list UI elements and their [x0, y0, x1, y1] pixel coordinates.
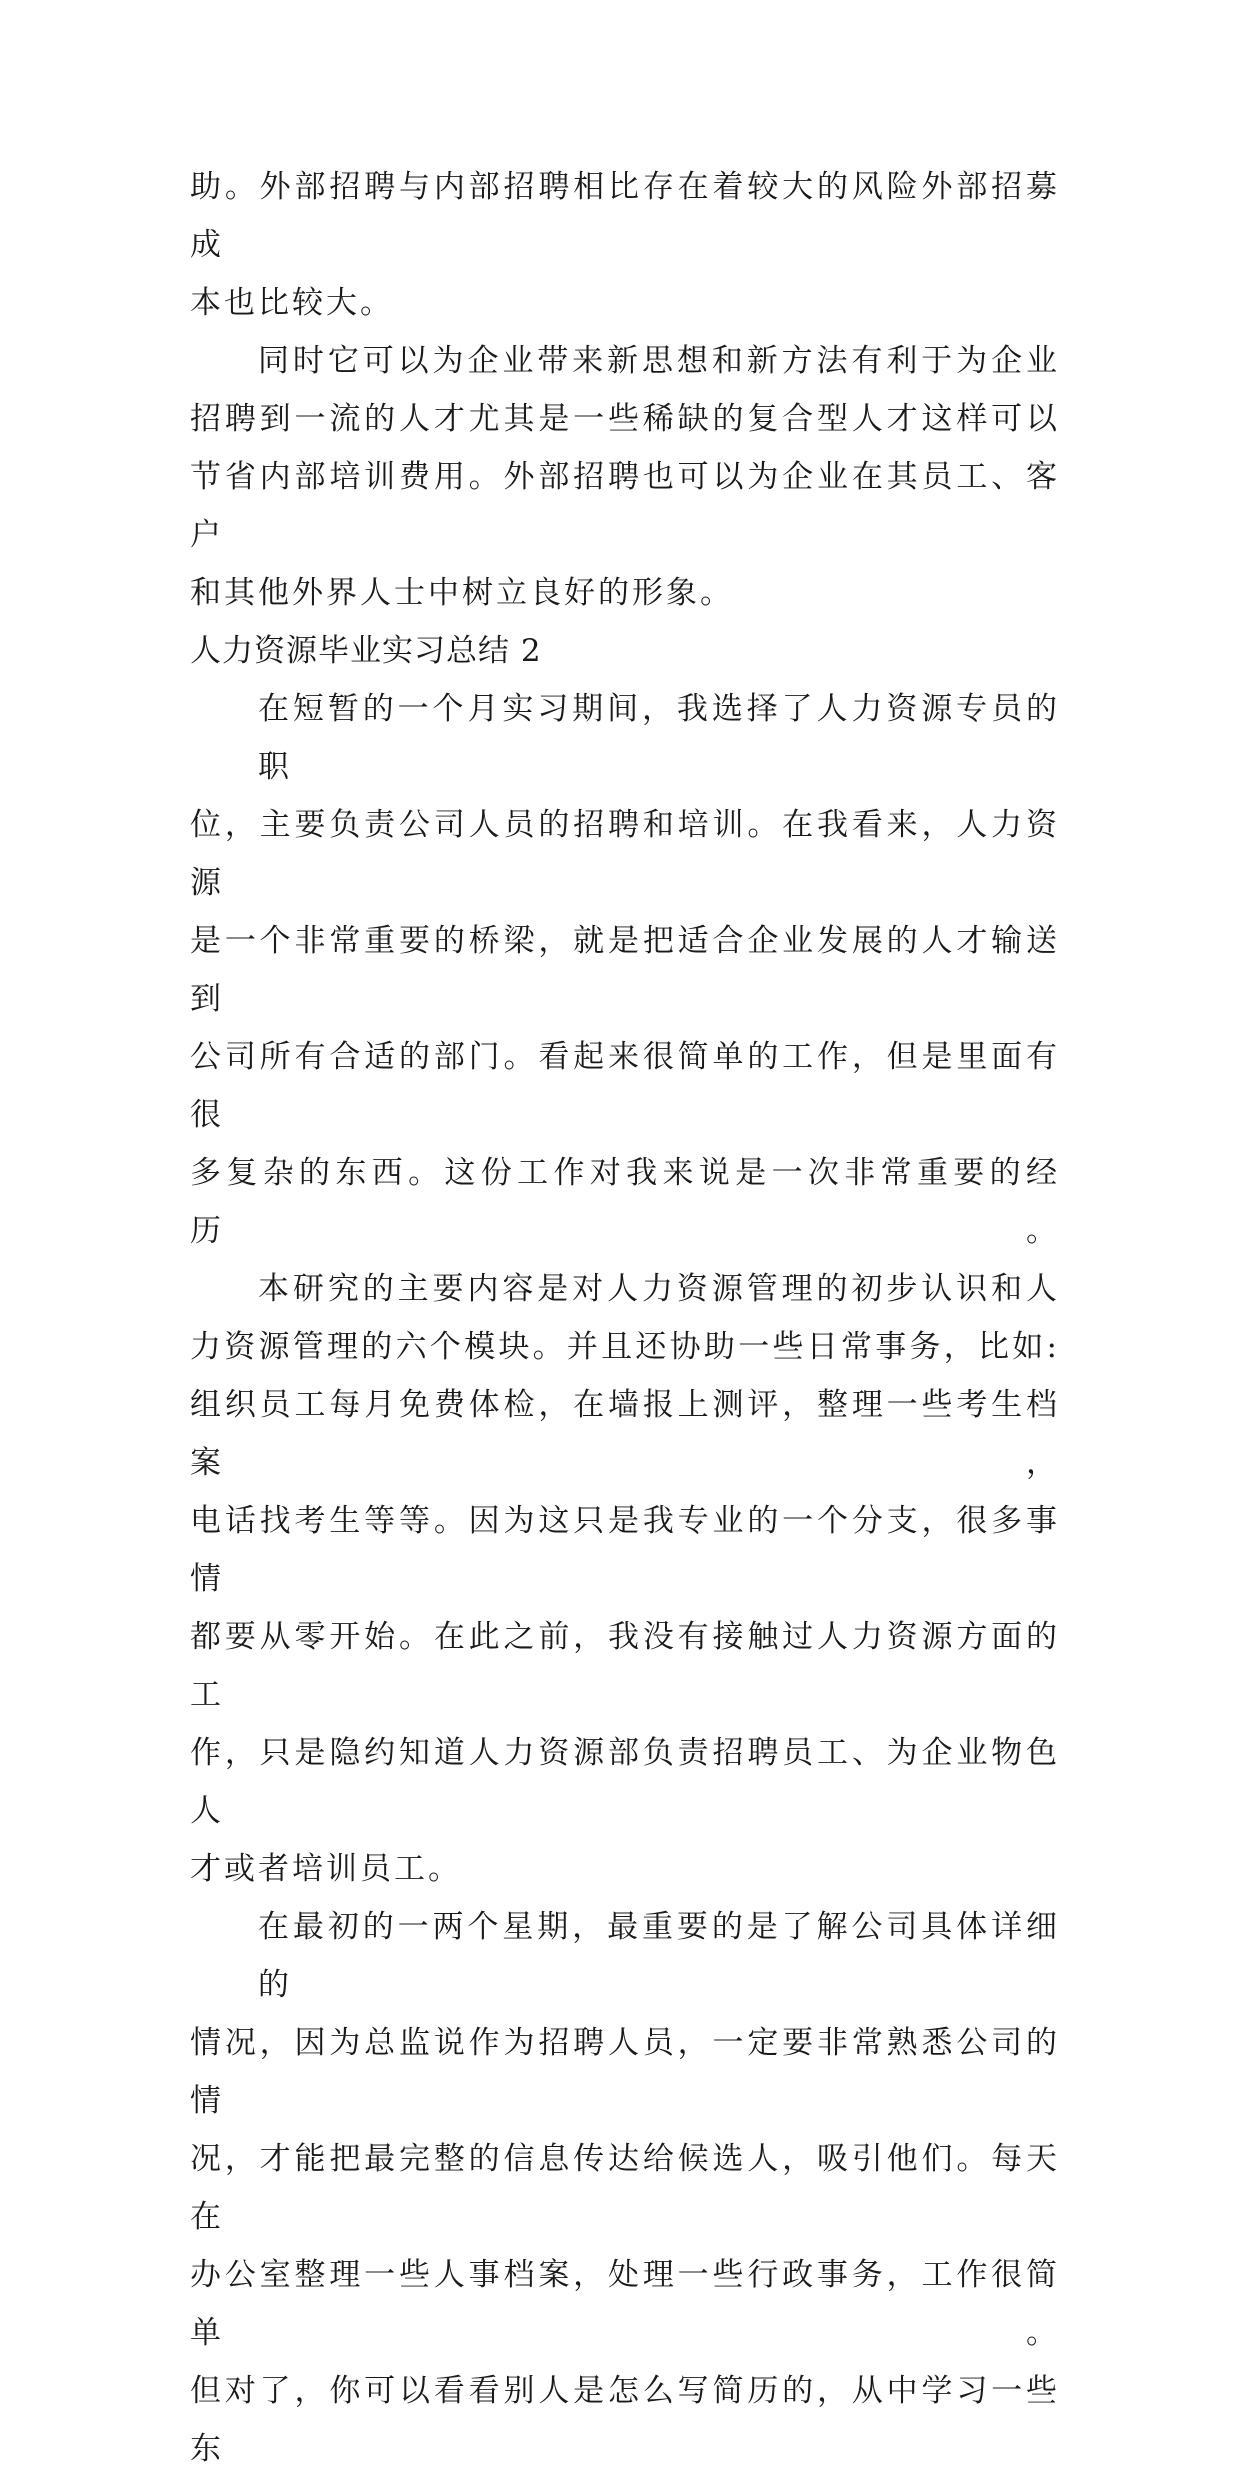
- paragraph-line: 电话找考生等等。因为这只是我专业的一个分支，很多事情: [190, 1503, 1060, 1597]
- paragraph-1: [190, 158, 1060, 332]
- paragraph-line: 同时它可以为企业带来新思想和新方法有利于为企业: [258, 343, 1060, 379]
- paragraph-line: 才或者培训员工。: [190, 1851, 462, 1887]
- paragraph-line: 情况，因为总监说作为招聘人员，一定要非常熟悉公司的情: [190, 2025, 1060, 2119]
- paragraph-4: [190, 1260, 1060, 1898]
- paragraph-line: 公司所有合适的部门。看起来很简单的工作，但是里面有很: [190, 1039, 1060, 1133]
- paragraph-line: 是一个非常重要的桥梁，就是把适合企业发展的人才输送到: [190, 923, 1060, 1017]
- paragraph-line: 招聘到一流的人才尤其是一些稀缺的复合型人才这样可以: [190, 401, 1060, 437]
- document-body: [190, 158, 1060, 2478]
- paragraph-line: 本也比较大。: [190, 285, 394, 321]
- paragraph-line: 本研究的主要内容是对人力资源管理的初步认识和人: [258, 1271, 1060, 1307]
- paragraph-line: 但对了，你可以看看别人是怎么写简历的，从中学习一些东: [190, 2373, 1060, 2467]
- paragraph-line: 节省内部培训费用。外部招聘也可以为企业在其员工、客户: [190, 459, 1060, 553]
- paragraph-line: 组织员工每月免费体检，在墙报上测评，整理一些考生档案，: [190, 1387, 1060, 1481]
- paragraph-line: 位，主要负责公司人员的招聘和培训。在我看来，人力资源: [190, 807, 1060, 901]
- paragraph-line: 都要从零开始。在此之前，我没有接触过人力资源方面的工: [190, 1619, 1060, 1713]
- paragraph-line: 作，只是隐约知道人力资源部负责招聘员工、为企业物色人: [190, 1735, 1060, 1829]
- paragraph-line: 在最初的一两个星期，最重要的是了解公司具体详细的: [258, 1909, 1060, 2003]
- section-heading: 人力资源毕业实习总结 2: [190, 633, 542, 669]
- paragraph-line: 况，才能把最完整的信息传达给候选人，吸引他们。每天在: [190, 2141, 1060, 2235]
- paragraph-5: [190, 1898, 1060, 2478]
- paragraph-line: 办公室整理一些人事档案，处理一些行政事务，工作很简单。: [190, 2257, 1060, 2351]
- paragraph-line: 和其他外界人士中树立良好的形象。: [190, 575, 734, 611]
- paragraph-line: 力资源管理的六个模块。并且还协助一些日常事务，比如:: [190, 1329, 1060, 1365]
- paragraph-line: 助。外部招聘与内部招聘相比存在着较大的风险外部招募成: [190, 169, 1060, 263]
- paragraph-2: [190, 332, 1060, 622]
- paragraph-line: 在短暂的一个月实习期间，我选择了人力资源专员的职: [258, 691, 1060, 785]
- paragraph-3: [190, 680, 1060, 1260]
- paragraph-line: 多复杂的东西。这份工作对我来说是一次非常重要的经历。: [190, 1155, 1060, 1249]
